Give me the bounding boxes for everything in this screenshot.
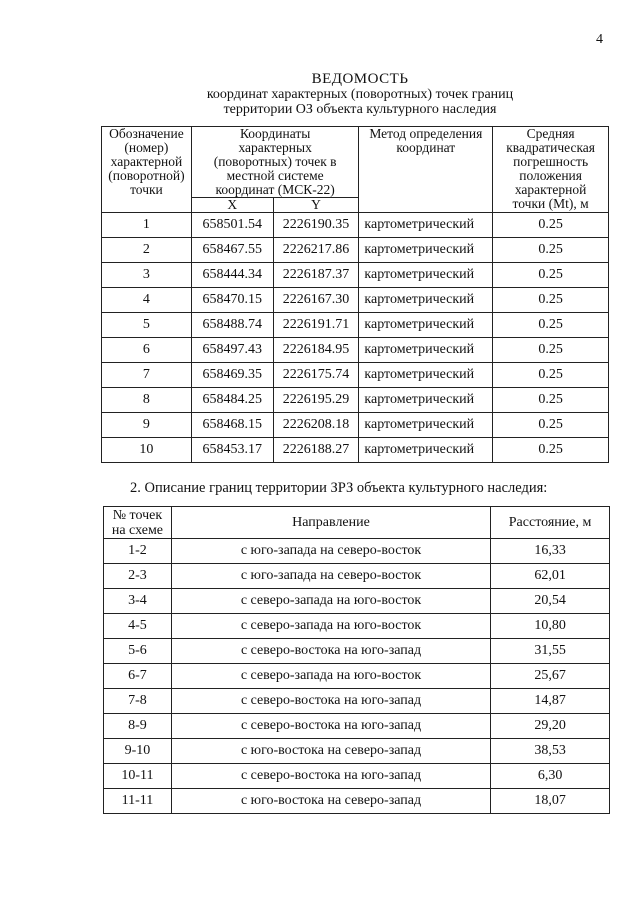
document-title xyxy=(100,72,620,117)
points-cell: 2-3 xyxy=(104,564,172,589)
method-cell: картометрический xyxy=(359,238,493,263)
error-cell: 0.25 xyxy=(493,288,609,313)
method-cell: картометрический xyxy=(359,438,493,463)
direction-cell: с северо-востока на юго-запад xyxy=(171,639,490,664)
distance-cell: 14,87 xyxy=(491,689,610,714)
points-cell: 8-9 xyxy=(104,714,172,739)
section-2-heading: 2. Описание границ территории ЗРЗ объекта культурного наследия: xyxy=(130,480,548,496)
x-coordinate-cell: 658453.17 xyxy=(191,438,273,463)
point-number-cell: 10 xyxy=(102,438,192,463)
table-row xyxy=(104,739,610,764)
points-cell: 9-10 xyxy=(104,739,172,764)
table-row xyxy=(102,438,609,463)
y-coordinate-cell: 2226184.95 xyxy=(273,338,359,363)
y-coordinate-cell: 2226188.27 xyxy=(273,438,359,463)
direction-cell: с северо-востока на юго-запад xyxy=(171,714,490,739)
method-cell: картометрический xyxy=(359,388,493,413)
error-cell: 0.25 xyxy=(493,213,609,238)
table-row xyxy=(102,263,609,288)
method-cell: картометрический xyxy=(359,263,493,288)
table-row xyxy=(104,639,610,664)
method-cell: картометрический xyxy=(359,363,493,388)
title-line-3: территории ОЗ объекта культурного наследия xyxy=(223,102,497,117)
distance-cell: 20,54 xyxy=(491,589,610,614)
coordinates-table xyxy=(101,126,609,463)
distance-cell: 6,30 xyxy=(491,764,610,789)
x-coordinate-cell: 658484.25 xyxy=(191,388,273,413)
error-cell: 0.25 xyxy=(493,363,609,388)
direction-cell: с северо-запада на юго-восток xyxy=(171,589,490,614)
direction-cell: с юго-запада на северо-восток xyxy=(171,539,490,564)
table-row xyxy=(104,614,610,639)
error-cell: 0.25 xyxy=(493,263,609,288)
direction-cell: с северо-запада на юго-восток xyxy=(171,614,490,639)
point-number-cell: 6 xyxy=(102,338,192,363)
error-cell: 0.25 xyxy=(493,388,609,413)
point-number-cell: 3 xyxy=(102,263,192,288)
table-row xyxy=(102,238,609,263)
header-method: Метод определения координат xyxy=(359,127,493,213)
y-coordinate-cell: 2226187.37 xyxy=(273,263,359,288)
distance-cell: 31,55 xyxy=(491,639,610,664)
error-cell: 0.25 xyxy=(493,238,609,263)
distance-cell: 16,33 xyxy=(491,539,610,564)
points-cell: 10-11 xyxy=(104,764,172,789)
method-cell: картометрический xyxy=(359,313,493,338)
method-cell: картометрический xyxy=(359,338,493,363)
title-line-2: координат характерных (поворотных) точек границ xyxy=(206,87,514,102)
distance-cell: 18,07 xyxy=(491,789,610,814)
direction-cell: с северо-востока на юго-запад xyxy=(171,764,490,789)
distance-cell: 29,20 xyxy=(491,714,610,739)
error-cell: 0.25 xyxy=(493,313,609,338)
boundary-description-table xyxy=(103,506,610,814)
points-cell: 7-8 xyxy=(104,689,172,714)
table-row xyxy=(104,564,610,589)
direction-cell: с юго-востока на северо-запад xyxy=(171,789,490,814)
points-cell: 4-5 xyxy=(104,614,172,639)
y-coordinate-cell: 2226208.18 xyxy=(273,413,359,438)
table-row xyxy=(102,363,609,388)
table-row xyxy=(104,689,610,714)
header-designation: Обозначение (номер) характерной (поворотной) точки xyxy=(102,127,192,213)
points-cell: 5-6 xyxy=(104,639,172,664)
point-number-cell: 5 xyxy=(102,313,192,338)
table-row xyxy=(102,288,609,313)
point-number-cell: 1 xyxy=(102,213,192,238)
point-number-cell: 7 xyxy=(102,363,192,388)
direction-cell: с северо-запада на юго-восток xyxy=(171,664,490,689)
x-coordinate-cell: 658497.43 xyxy=(191,338,273,363)
direction-cell: с юго-запада на северо-восток xyxy=(171,564,490,589)
x-coordinate-cell: 658468.15 xyxy=(191,413,273,438)
point-number-cell: 8 xyxy=(102,388,192,413)
header-y: Y xyxy=(273,198,359,213)
table-row xyxy=(104,589,610,614)
header-points: № точек на схеме xyxy=(104,507,172,539)
y-coordinate-cell: 2226190.35 xyxy=(273,213,359,238)
error-cell: 0.25 xyxy=(493,438,609,463)
distance-cell: 25,67 xyxy=(491,664,610,689)
header-error: Средняя квадратическая погрешность положения характерной точки (Mt), м xyxy=(493,127,609,213)
error-cell: 0.25 xyxy=(493,338,609,363)
point-number-cell: 4 xyxy=(102,288,192,313)
header-x: X xyxy=(191,198,273,213)
x-coordinate-cell: 658501.54 xyxy=(191,213,273,238)
direction-cell: с юго-востока на северо-запад xyxy=(171,739,490,764)
table-row xyxy=(102,313,609,338)
y-coordinate-cell: 2226175.74 xyxy=(273,363,359,388)
table-row xyxy=(104,539,610,564)
y-coordinate-cell: 2226217.86 xyxy=(273,238,359,263)
x-coordinate-cell: 658488.74 xyxy=(191,313,273,338)
table-row xyxy=(104,664,610,689)
header-distance: Расстояние, м xyxy=(491,507,610,539)
points-cell: 1-2 xyxy=(104,539,172,564)
table-row xyxy=(104,764,610,789)
table-row xyxy=(102,338,609,363)
method-cell: картометрический xyxy=(359,413,493,438)
method-cell: картометрический xyxy=(359,288,493,313)
distance-cell: 62,01 xyxy=(491,564,610,589)
point-number-cell: 9 xyxy=(102,413,192,438)
distance-cell: 10,80 xyxy=(491,614,610,639)
y-coordinate-cell: 2226191.71 xyxy=(273,313,359,338)
header-direction: Направление xyxy=(171,507,490,539)
table-row xyxy=(102,213,609,238)
table-row xyxy=(104,789,610,814)
points-cell: 11-11 xyxy=(104,789,172,814)
y-coordinate-cell: 2226195.29 xyxy=(273,388,359,413)
points-cell: 3-4 xyxy=(104,589,172,614)
table-row xyxy=(102,413,609,438)
title-main: ВЕДОМОСТЬ xyxy=(311,71,409,87)
x-coordinate-cell: 658469.35 xyxy=(191,363,273,388)
table-row xyxy=(102,388,609,413)
error-cell: 0.25 xyxy=(493,413,609,438)
page-number: 4 xyxy=(596,32,603,47)
table-row xyxy=(104,714,610,739)
distance-cell: 38,53 xyxy=(491,739,610,764)
x-coordinate-cell: 658470.15 xyxy=(191,288,273,313)
header-coordinates: Координаты характерных (поворотных) точек в местной системе координат (МСК-22) xyxy=(191,127,359,198)
points-cell: 6-7 xyxy=(104,664,172,689)
point-number-cell: 2 xyxy=(102,238,192,263)
x-coordinate-cell: 658467.55 xyxy=(191,238,273,263)
direction-cell: с северо-востока на юго-запад xyxy=(171,689,490,714)
y-coordinate-cell: 2226167.30 xyxy=(273,288,359,313)
method-cell: картометрический xyxy=(359,213,493,238)
x-coordinate-cell: 658444.34 xyxy=(191,263,273,288)
